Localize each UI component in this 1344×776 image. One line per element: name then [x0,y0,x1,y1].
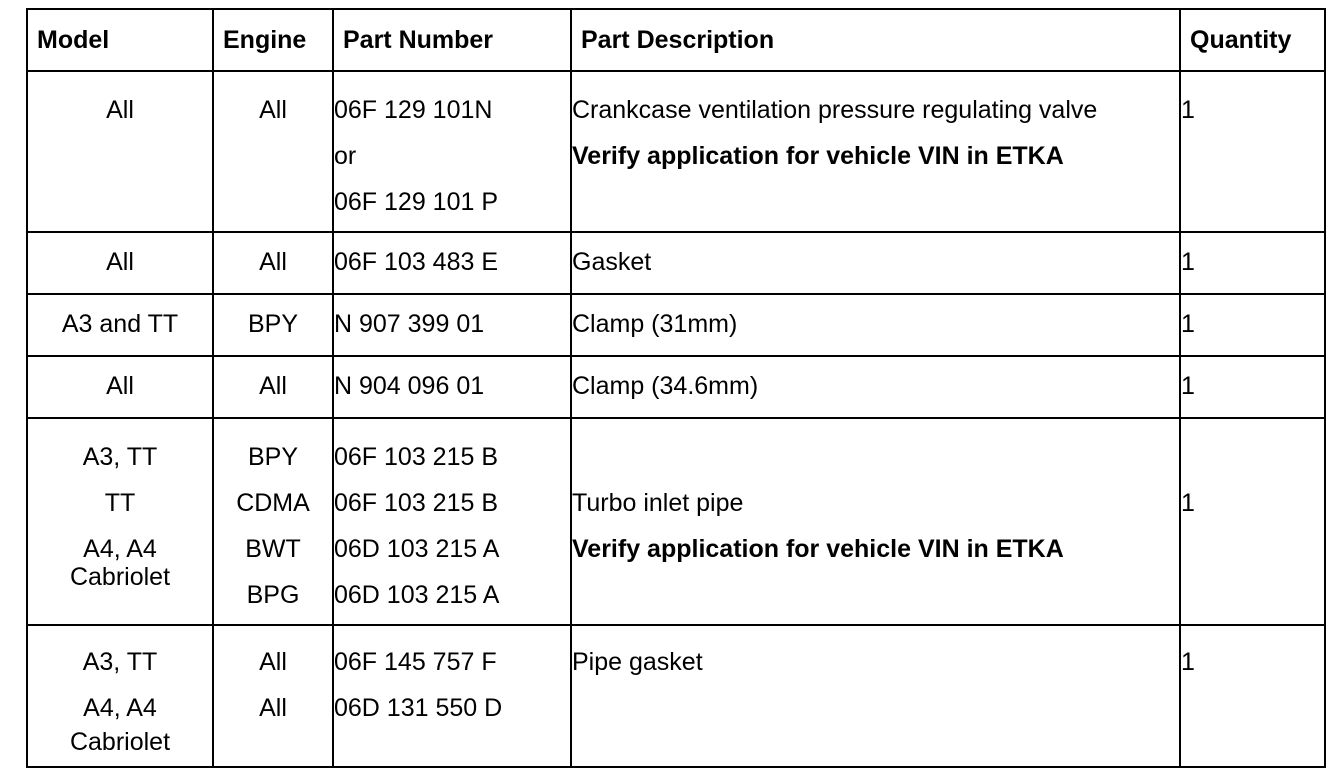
model-text: A4, A4 [83,694,157,722]
quantity-text: 1 [1181,248,1195,276]
engine-text: All [259,648,287,676]
cell-part-number [333,71,571,232]
model-text: All [106,96,134,124]
part-number-text: N 904 096 01 [334,372,485,400]
cell-engine [213,356,333,418]
model-text: A3, TT [82,648,158,676]
model-text: All [106,372,134,400]
model-text: All [106,248,134,276]
cell-description [571,71,1180,232]
model-text: A4, A4 [83,535,157,563]
description-note: Verify application for vehicle VIN in ETKA [572,142,1064,170]
table-row [27,418,1325,625]
cell-description [571,625,1180,767]
part-number-text: 06D 103 215 A [334,535,500,563]
model-text: A3, TT [82,443,158,471]
cell-model [27,625,213,767]
engine-text: All [259,694,287,722]
engine-text: All [259,248,287,276]
cell-model [27,71,213,232]
part-number-text: 06F 103 215 B [334,443,499,471]
part-number-text: 06D 131 550 D [334,694,503,722]
part-number-text: 06F 129 101N [334,96,493,124]
description-note: Verify application for vehicle VIN in ETKA [572,535,1064,563]
cell-model [27,232,213,294]
quantity-text: 1 [1181,96,1195,124]
cell-quantity [1180,71,1325,232]
cell-engine [213,418,333,625]
header-model: Model [27,9,213,71]
quantity-text: 1 [1181,372,1195,400]
model-text: Cabriolet [69,563,171,591]
table-row [27,232,1325,294]
table-row [27,356,1325,418]
engine-text: BPY [247,443,299,471]
cell-engine [213,71,333,232]
header-row [27,9,1325,71]
engine-text: CDMA [236,489,310,517]
engine-text: All [259,372,287,400]
description-text: Pipe gasket [572,648,703,676]
cell-description [571,418,1180,625]
cell-model [27,418,213,625]
part-number-text: N 907 399 01 [334,310,485,338]
part-number-text: or [334,142,357,170]
part-number-text: 06F 103 215 B [334,489,499,517]
header-quantity: Quantity [1180,9,1325,71]
cell-quantity [1180,418,1325,625]
quantity-text: 1 [1181,648,1195,676]
cell-part-number [333,625,571,767]
table-row [27,625,1325,767]
model-text: Cabriolet [69,728,171,756]
table-row [27,71,1325,232]
engine-text: BPY [247,310,299,338]
description-text: Clamp (34.6mm) [572,372,759,400]
part-number-text: 06D 103 215 A [334,581,500,609]
cell-description [571,232,1180,294]
cell-quantity [1180,232,1325,294]
description-text: Turbo inlet pipe [572,489,744,517]
part-number-text: 06F 103 483 E [334,248,499,276]
header-engine: Engine [213,9,333,71]
quantity-text: 1 [1181,489,1195,517]
description-text: Clamp (31mm) [572,310,738,338]
quantity-text: 1 [1181,310,1195,338]
cell-part-number [333,356,571,418]
cell-part-number [333,232,571,294]
engine-text: All [259,96,287,124]
cell-part-number [333,418,571,625]
cell-engine [213,232,333,294]
engine-text: BWT [245,535,301,563]
cell-quantity [1180,625,1325,767]
cell-description [571,294,1180,356]
cell-engine [213,294,333,356]
cell-engine [213,625,333,767]
cell-model [27,294,213,356]
cell-quantity [1180,294,1325,356]
cell-description [571,356,1180,418]
header-part-number: Part Number [333,9,571,71]
engine-text: BPG [246,581,300,609]
description-text: Gasket [572,248,652,276]
part-number-text: 06F 145 757 F [334,648,497,676]
cell-model [27,356,213,418]
cell-part-number [333,294,571,356]
model-text: A3 and TT [61,310,179,338]
model-text: TT [104,489,136,517]
cell-quantity [1180,356,1325,418]
header-description: Part Description [571,9,1180,71]
table-row [27,294,1325,356]
part-number-text: 06F 129 101 P [334,188,499,216]
description-text: Crankcase ventilation pressure regulating valve [572,96,1098,124]
parts-table [26,8,1326,768]
